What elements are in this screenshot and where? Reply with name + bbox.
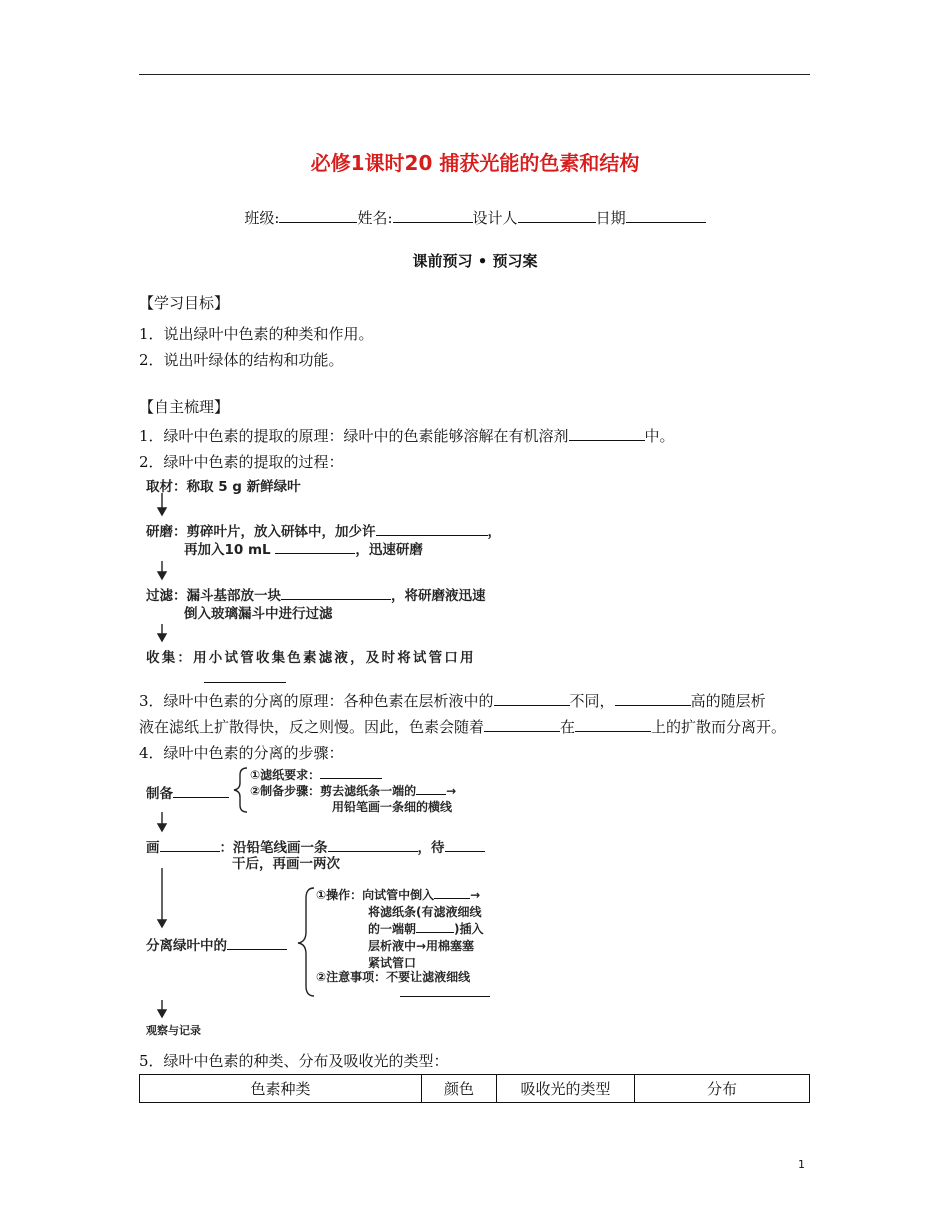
sep-blank[interactable] xyxy=(227,935,287,950)
draw-blank-1[interactable] xyxy=(160,837,220,852)
section-subtitle: 课前预习 • 预习案 xyxy=(412,252,538,270)
sep-op-1: ①操作：向试管中倒入 → xyxy=(316,888,481,902)
note-blank[interactable] xyxy=(400,984,490,997)
sep-op-3 xyxy=(368,920,484,937)
grind-blank-1[interactable] xyxy=(376,521,488,536)
sep-op-4: 层析液中→用棉塞塞 xyxy=(368,939,475,953)
q3-text-d: 液在滤纸上扩散得快，反之则慢。因此，色素会随着 xyxy=(139,718,485,736)
sep-note: ②注意事项：不要让滤液细线 xyxy=(316,970,471,984)
q3-text-f: 上的扩散而分离开。 xyxy=(651,718,787,736)
goals-heading: 【学习目标】 xyxy=(139,294,230,312)
sep-prep-steps: ②制备步骤：剪去滤纸条一端的 → xyxy=(250,784,457,798)
question-5: 5．绿叶中色素的种类、分布及吸收光的类型： xyxy=(139,1052,449,1070)
q3-text-e: 在 xyxy=(560,718,576,736)
page-title: 必修1课时20 捕获光能的色素和结构 xyxy=(310,151,640,175)
grind-blank-2[interactable] xyxy=(275,539,355,554)
sep-op-2: 将滤纸条(有滤液细线 xyxy=(368,905,482,919)
req-blank[interactable] xyxy=(320,766,382,779)
table-header-cell: 吸收光的类型 xyxy=(497,1075,635,1103)
page-number: 1 xyxy=(798,1158,805,1171)
draw-blank-3[interactable] xyxy=(445,837,485,852)
q3-blank-3[interactable] xyxy=(484,717,560,732)
name-label: 姓名: xyxy=(357,209,393,227)
q1-text-end: 中。 xyxy=(644,427,675,445)
extract-step-filter xyxy=(146,584,486,604)
class-label: 班级: xyxy=(244,209,280,227)
q3-blank-2[interactable] xyxy=(615,691,691,706)
steps-text: ②制备步骤：剪去滤纸条一端的 xyxy=(250,784,417,798)
draw-text-2: ，待 xyxy=(417,840,445,856)
grind-text: 研磨：剪碎叶片，放入研钵中，加少许 xyxy=(146,524,376,540)
sep-op-5: 紧试管口 xyxy=(368,956,417,970)
pigment-table xyxy=(139,1074,810,1103)
op-text-a: ①操作：向试管中倒入 xyxy=(316,888,435,902)
table-header-cell: 分布 xyxy=(635,1075,810,1103)
q3-text-a: 3．绿叶中色素的分离的原理：各种色素在层析液中的 xyxy=(139,692,494,710)
extract-step-grind-2 xyxy=(184,538,423,558)
op-text-d: )插入 xyxy=(454,922,484,936)
date-label: 日期 xyxy=(595,209,626,227)
sep-label: 分离绿叶中的 xyxy=(146,938,227,954)
extract-step-filter-2: 倒入玻璃漏斗中进行过滤 xyxy=(184,606,333,622)
filter-text: 过滤：漏斗基部放一块 xyxy=(146,588,281,604)
goal-item: 2．说出叶绿体的结构和功能。 xyxy=(139,351,344,369)
steps-blank[interactable] xyxy=(416,782,446,795)
draw-text: ：沿铅笔线画一条 xyxy=(219,840,328,856)
q1-text: 1．绿叶中色素的提取的原理：绿叶中的色素能够溶解在有机溶剂 xyxy=(139,427,569,445)
table-header-cell: 色素种类 xyxy=(140,1075,422,1103)
goal-item: 1．说出绿叶中色素的种类和作用。 xyxy=(139,325,374,343)
sep-observe: 观察与记录 xyxy=(146,1024,201,1037)
table-header-cell: 颜色 xyxy=(422,1075,497,1103)
sep-prep-steps-2: 用铅笔画一条细的横线 xyxy=(332,800,453,814)
req-text: ①滤纸要求： xyxy=(250,768,321,782)
collect-blank-wrap xyxy=(204,668,286,687)
q3-text-b: 不同， xyxy=(569,692,615,710)
draw-label: 画 xyxy=(146,840,160,856)
op-blank-1[interactable] xyxy=(434,886,470,899)
q3-text-c: 高的随层析 xyxy=(690,692,766,710)
draw-blank-2[interactable] xyxy=(328,837,418,852)
sep-draw-2: 干后，再画一两次 xyxy=(232,856,340,872)
sep-prep xyxy=(146,782,229,802)
q3-blank-1[interactable] xyxy=(494,691,570,706)
op-text-c: 的一端朝 xyxy=(368,922,417,936)
collect-blank[interactable] xyxy=(204,668,286,683)
filter-text-2: ，将研磨液迅速 xyxy=(391,588,486,604)
sep-separate xyxy=(146,934,287,954)
op-blank-2[interactable] xyxy=(416,920,454,933)
grind-text-2: 再加入10 mL xyxy=(184,542,271,558)
sep-paper-req xyxy=(250,766,382,783)
extract-step-grind: 研磨：剪碎叶片，放入研钵中，加少许 ， xyxy=(146,520,501,540)
designer-label: 设计人 xyxy=(472,209,518,227)
sorting-heading: 【自主梳理】 xyxy=(139,398,230,416)
extract-step-material: 取材：称取 5 g 新鲜绿叶 xyxy=(146,479,301,495)
q3-blank-4[interactable] xyxy=(575,717,651,732)
prep-blank[interactable] xyxy=(173,783,229,798)
grind-text-3: ，迅速研磨 xyxy=(355,542,423,558)
question-2: 2．绿叶中色素的提取的过程： xyxy=(139,453,344,471)
question-3-line-2 xyxy=(139,716,786,737)
note-blank-wrap xyxy=(400,982,490,1001)
table-header-row xyxy=(140,1075,810,1103)
extract-step-collect: 收集：用小试管收集色素滤液，及时将试管口用 xyxy=(146,650,476,666)
prep-label: 制备 xyxy=(146,786,173,802)
filter-blank[interactable] xyxy=(281,585,391,600)
question-3-line-1 xyxy=(139,690,766,711)
question-4: 4．绿叶中色素的分离的步骤： xyxy=(139,744,344,762)
